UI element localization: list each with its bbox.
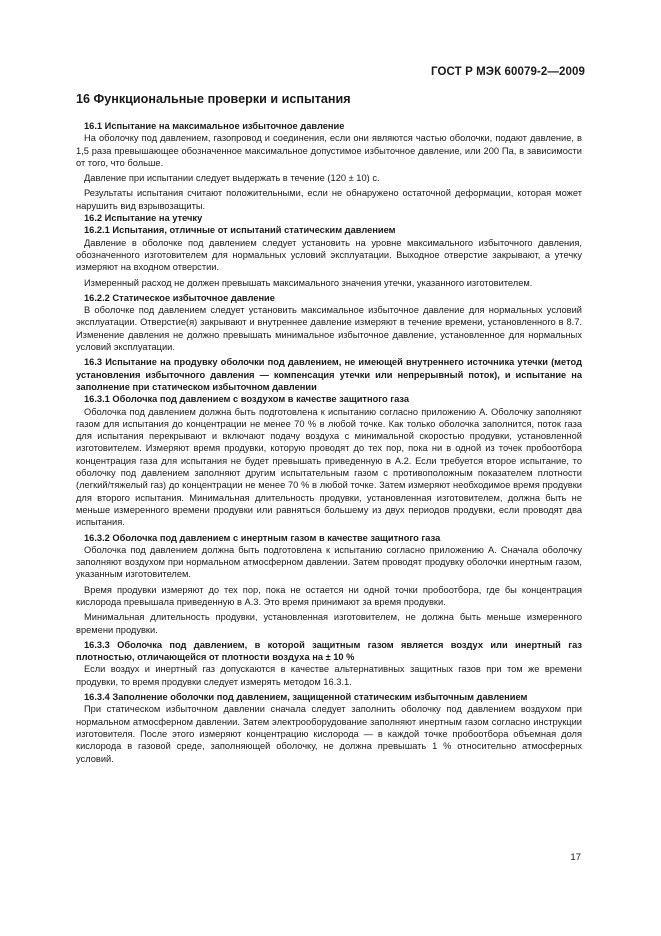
section-title: 16 Функциональные проверки и испытания bbox=[76, 92, 351, 106]
paragraph: На оболочку под давлением, газопровод и соединения, если они являются частью оболочки, подают давление, в 1,5 раза превышающее обозначенное максимальное допустимое избыточное давление, или 200 Па, в зависимости от того, что больше. bbox=[76, 133, 582, 168]
paragraph: Измеренный расход не должен превышать максимального значения утечки, указанного изготовителем. bbox=[84, 277, 533, 288]
paragraph: Давление при испытании следует выдержать в течение (120 ± 10) с. bbox=[84, 173, 380, 184]
heading-16-3-4: 16.3.4 Заполнение оболочки под давлением, защищенной статическим избыточным давлением bbox=[84, 692, 528, 703]
heading-16-3: 16.3 Испытание на продувку оболочки под давлением, не имеющей внутреннего источника утечки (метод установления избыточного давления — компенсация утечки или непрерывный поток), и испытание на заполнение при статическом избыточном давлении bbox=[76, 357, 582, 392]
heading-16-3-3: 16.3.3 Оболочка под давлением, в которой защитным газом является воздух или инертный газ плотностью, отличающейся от плотности воздуха на ± 10 % bbox=[76, 639, 582, 663]
paragraph: Время продувки измеряют до тех пор, пока не остается ни одной точки пробоотбора, где бы концентрация кислорода превышала приведенную в А.3. Это время принимают за время продувки. bbox=[76, 584, 582, 607]
paragraph: Результаты испытания считают положительными, если не обнаружено остаточной деформации, которая может нарушить вид взрывозащиты. bbox=[76, 188, 582, 211]
page-number: 17 bbox=[570, 852, 581, 863]
paragraph: Давление в оболочке под давлением следует установить на уровне максимального избыточного давления, обозначенного изготовителем для нормальных условий эксплуатации. Выходное отверстие закрывают, а утечку измеряют на входном отверстии. bbox=[76, 237, 582, 273]
heading-16-2: 16.2 Испытание на утечку bbox=[84, 213, 203, 224]
paragraph: Минимальная длительность продувки, установленная изготовителем, не должна быть меньше измеренного времени продувки. bbox=[76, 612, 582, 635]
paragraph: Оболочка под давлением должна быть подготовлена к испытанию согласно приложению А. Сначала оболочку заполняют воздухом при нормальном атмосферном давлении. Затем проводят продувку оболочки инертным газом, указанным изготовителем. bbox=[76, 544, 582, 580]
heading-16-1: 16.1 Испытание на максимальное избыточное давление bbox=[84, 121, 345, 131]
page-content bbox=[76, 92, 582, 765]
paragraph: Если воздух и инертный газ допускаются в качестве альтернативных защитных газов при том же времени продувки, то время продувки следует измерять методом 16.3.1. bbox=[76, 664, 582, 687]
paragraph: Оболочка под давлением должна быть подготовлена к испытанию согласно приложению А. Оболочку заполняют газом для испытания до концентрации не менее 70 % в любой точке. Как только оболочка заполнится, поток газа для испытания перекрывают и включают подачу воздуха с минимальной скоростью продувки, установленной изготовителем. Измеряют время продувки, которую проводят до тех пор, пока ни в одной из точек пробоотбора концентрация газа для испытания не будет превышать приведенную в А.2. Если требуется второе испытание, то оболочку под давлением заполняют другим испытательным газом с противоположным показателем плотности (легкий/тяжелый газ) до концентрации не менее 70 % в любой точке. Затем измеряют необходимое время продувки для второго испытания. Минимальная длительность продувки, установленная изготовителем, должна быть не меньше измеренного времени продувки или равняться большему из двух периодов продувки, если проводят два испытания. bbox=[76, 406, 582, 528]
paragraph: В оболочке под давлением следует установить максимальное избыточное давление для нормальных условий эксплуатации. Отверстие(я) закрывают и внутреннее давление измеряют в течение времени, установленного в 8.7. Изменение давления не должно превышать минимальное избыточное давление, установленное для нормальных условий эксплуатации. bbox=[76, 305, 582, 353]
heading-16-2-1: 16.2.1 Испытания, отличные от испытаний статическим давлением bbox=[84, 225, 396, 236]
paragraph: При статическом избыточном давлении сначала следует заполнить оболочку под давлением воздухом при нормальном атмосферном давлении. Затем электрооборудование заполняют инертным газом согласно инструкции изготовителя. После этого измеряют концентрацию кислорода — в каждой точке пробоотбора объемная доля кислорода в газовой среде, заполняющей оболочку, не должна превышать 1 % относительно атмосферных условий. bbox=[76, 704, 582, 764]
heading-16-3-1: 16.3.1 Оболочка под давлением с воздухом в качестве защитного газа bbox=[84, 394, 410, 405]
document-header: ГОСТ Р МЭК 60079-2—2009 bbox=[431, 66, 585, 78]
heading-16-2-2: 16.2.2 Статическое избыточное давление bbox=[84, 292, 275, 303]
heading-16-3-2: 16.3.2 Оболочка под давлением с инертным газом в качестве защитного газа bbox=[84, 532, 441, 543]
